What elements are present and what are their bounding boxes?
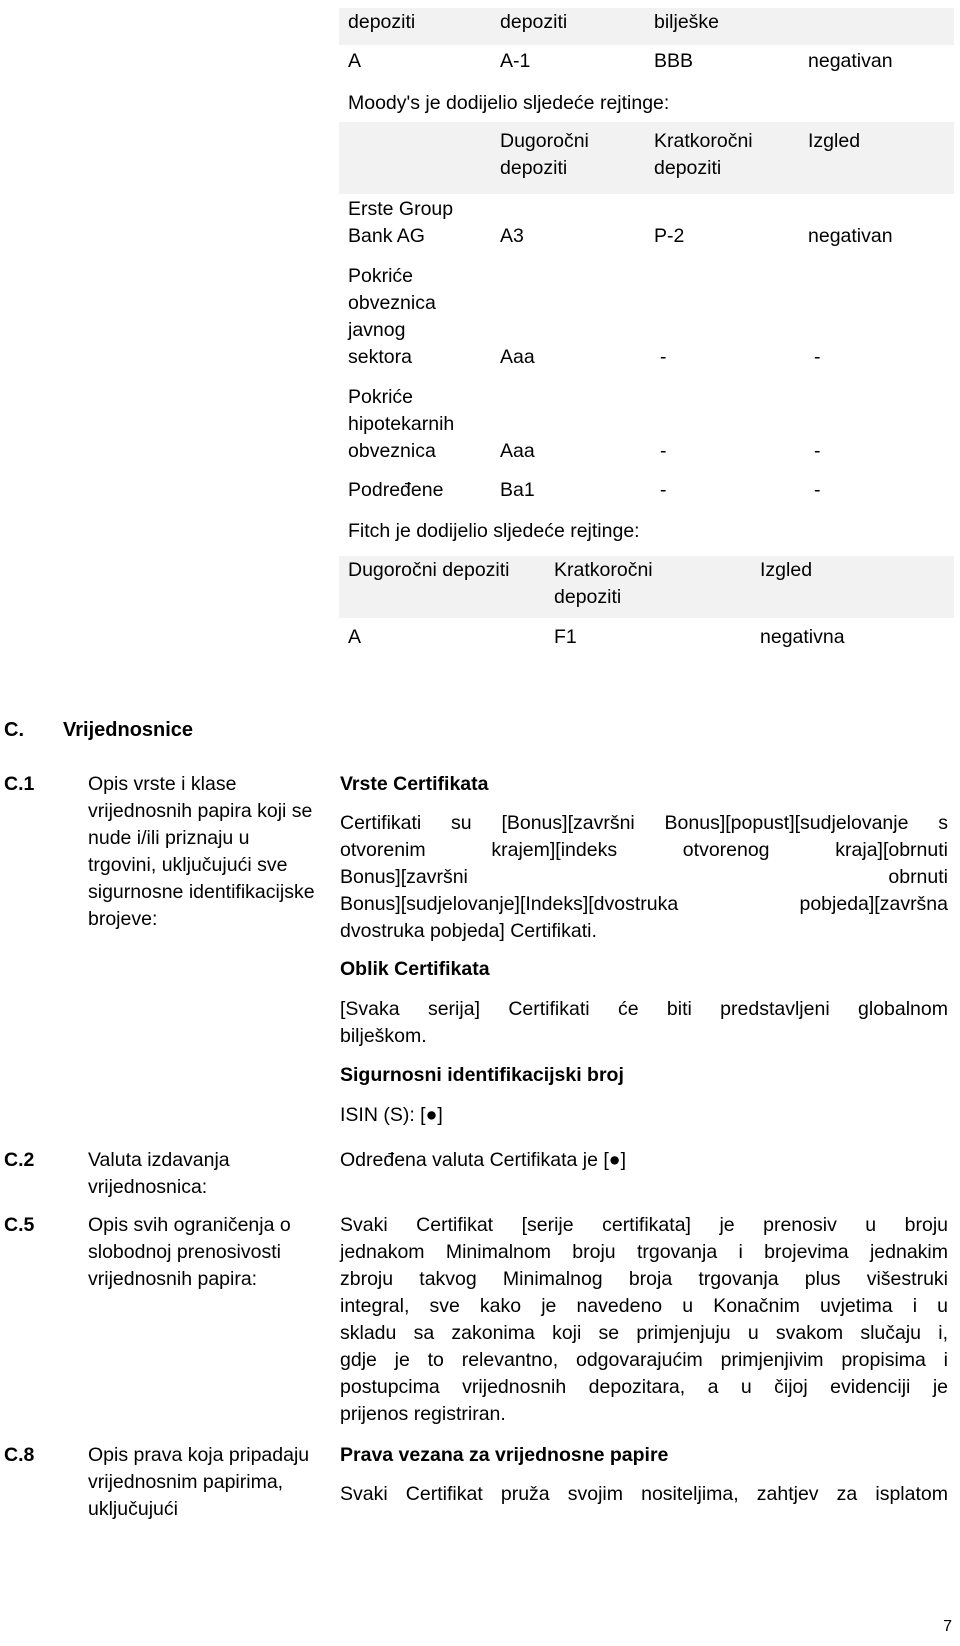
paragraph: [340, 1212, 948, 1428]
item-description: Opis svih ograničenja o slobodnoj prenosivosti vrijednosnih papira:: [88, 1214, 291, 1290]
paragraph-line: zbroju takvog Minimalnog broja trgovanja plus višestruki: [340, 1268, 948, 1290]
top-table-header-bg: [339, 8, 954, 45]
subheading: Vrste Certifikata: [340, 773, 489, 795]
header-line: depoziti: [500, 157, 568, 179]
item-content: [340, 1147, 948, 1174]
subheading: Oblik Certifikata: [340, 958, 490, 980]
table-cell: -: [814, 479, 821, 501]
item-description: Valuta izdavanja vrijednosnica:: [88, 1149, 230, 1198]
label-line: javnog: [348, 319, 406, 341]
paragraph: ISIN (S): [●]: [340, 1104, 443, 1126]
paragraph: [340, 996, 948, 1050]
table-header-cell: Dugoročni depoziti: [348, 559, 510, 581]
table-header-cell: Izgled: [808, 130, 861, 152]
table-cell: negativan: [808, 225, 893, 247]
moodys-intro: Moody's je dodijelio sljedeće rejtinge:: [348, 92, 670, 114]
paragraph: Određena valuta Certifikata je [●]: [340, 1149, 627, 1171]
paragraph-line: prijenos registriran.: [340, 1403, 506, 1425]
label-line: Erste Group: [348, 198, 454, 220]
label-line: Bank AG: [348, 225, 425, 247]
table-cell: Aaa: [500, 346, 535, 368]
table-cell: Aaa: [500, 440, 535, 462]
header-line: Dugoročni: [500, 130, 589, 152]
table-header-cell: Izgled: [760, 559, 813, 581]
subheading: Sigurnosni identifikacijski broj: [340, 1064, 624, 1086]
header-line: Kratkoročni: [654, 130, 753, 152]
paragraph-line: integral, sve kako je navedeno u Konačnim uvjetima i u: [340, 1295, 948, 1317]
paragraph-line: Certifikati su [Bonus][završni Bonus][popust][sudjelovanje s: [340, 812, 948, 834]
item-id: C.5: [4, 1214, 35, 1236]
table-cell: -: [660, 440, 667, 462]
table-cell: -: [814, 346, 821, 368]
table-row-label: [348, 263, 436, 371]
subheading: Prava vezana za vrijednosne papire: [340, 1444, 669, 1466]
paragraph: Svaki Certifikat pruža svojim nositeljima, zahtjev za isplatom: [340, 1483, 948, 1505]
table-row-label: [348, 384, 454, 465]
table-header-cell: [554, 557, 653, 611]
table-cell: negativan: [808, 50, 893, 72]
table-header-cell: [654, 128, 753, 182]
table-cell: -: [660, 346, 667, 368]
table-cell: BBB: [654, 50, 694, 72]
paragraph-line: [Svaka serija] Certifikati će biti predstavljeni globalnom: [340, 998, 948, 1020]
paragraph-line: bilješkom.: [340, 1025, 427, 1047]
paragraph-line: Svaki Certifikat [serije certifikata] je prenosiv u broju: [340, 1214, 948, 1236]
label-line: obveznica: [348, 440, 436, 462]
label-line: sektora: [348, 346, 412, 368]
table-header-cell: bilješke: [654, 11, 720, 33]
table-cell: F1: [554, 626, 577, 648]
table-cell: negativna: [760, 626, 845, 648]
section-title: Vrijednosnice: [63, 719, 194, 741]
paragraph-line: postupcima vrijednosnih depozitara, a u čijoj evidenciji je: [340, 1376, 948, 1398]
fitch-intro: Fitch je dodijelio sljedeće rejtinge:: [348, 520, 640, 542]
table-header-cell: [500, 128, 589, 182]
paragraph-line: Bonus][završni obrnuti: [340, 866, 948, 888]
table-cell: A3: [500, 225, 524, 247]
paragraph-line: otvorenim krajem][indeks otvorenog kraja][obrnuti: [340, 839, 948, 861]
header-line: Kratkoročni: [554, 559, 653, 581]
table-cell: -: [660, 479, 667, 501]
table-header-cell: depoziti: [500, 11, 568, 33]
table-row-label: Podređene: [348, 479, 444, 501]
label-line: Pokriće: [348, 265, 414, 287]
item-id: C.1: [4, 773, 35, 795]
header-line: depoziti: [654, 157, 722, 179]
table-header-cell: depoziti: [348, 11, 416, 33]
item-content: [340, 1212, 948, 1428]
item-description: Opis vrste i klase vrijednosnih papira koji se nude i/ili priznaju u trgovini, uključujući sve sigurnosne identifikacijske brojeve:: [88, 773, 315, 930]
paragraph-line: jednakom Minimalnom broju trgovanja i brojevima jednakim: [340, 1241, 948, 1263]
page-number: 7: [943, 1618, 952, 1635]
paragraph-line: gdje je to relevantno, odgovarajućim primjenjivim propisima i: [340, 1349, 948, 1371]
section-letter: C.: [4, 719, 24, 741]
item-content: [340, 1442, 948, 1508]
header-line: depoziti: [554, 586, 622, 608]
item-description: Opis prava koja pripadaju vrijednosnim papirima, uključujući: [88, 1444, 310, 1520]
label-line: obveznica: [348, 292, 436, 314]
table-cell: Ba1: [500, 479, 535, 501]
table-cell: A: [348, 50, 362, 72]
label-line: hipotekarnih: [348, 413, 455, 435]
item-id: C.8: [4, 1444, 35, 1466]
item-id: C.2: [4, 1149, 35, 1171]
paragraph: [340, 810, 948, 945]
table-cell: A-1: [500, 50, 531, 72]
moodys-header-bg: [339, 122, 954, 194]
label-line: Pokriće: [348, 386, 414, 408]
table-row-label: [348, 196, 453, 250]
paragraph-line: Bonus][sudjelovanje][Indeks][dvostruka pobjeda][završna: [340, 893, 948, 915]
table-cell: P-2: [654, 225, 685, 247]
paragraph-line: skladu sa zakonima koji se primjenjuju u svakom slučaju i,: [340, 1322, 948, 1344]
table-cell: -: [814, 440, 821, 462]
item-content: [340, 771, 948, 1129]
paragraph-line: dvostruka pobjeda] Certifikati.: [340, 920, 597, 942]
table-cell: A: [348, 626, 362, 648]
